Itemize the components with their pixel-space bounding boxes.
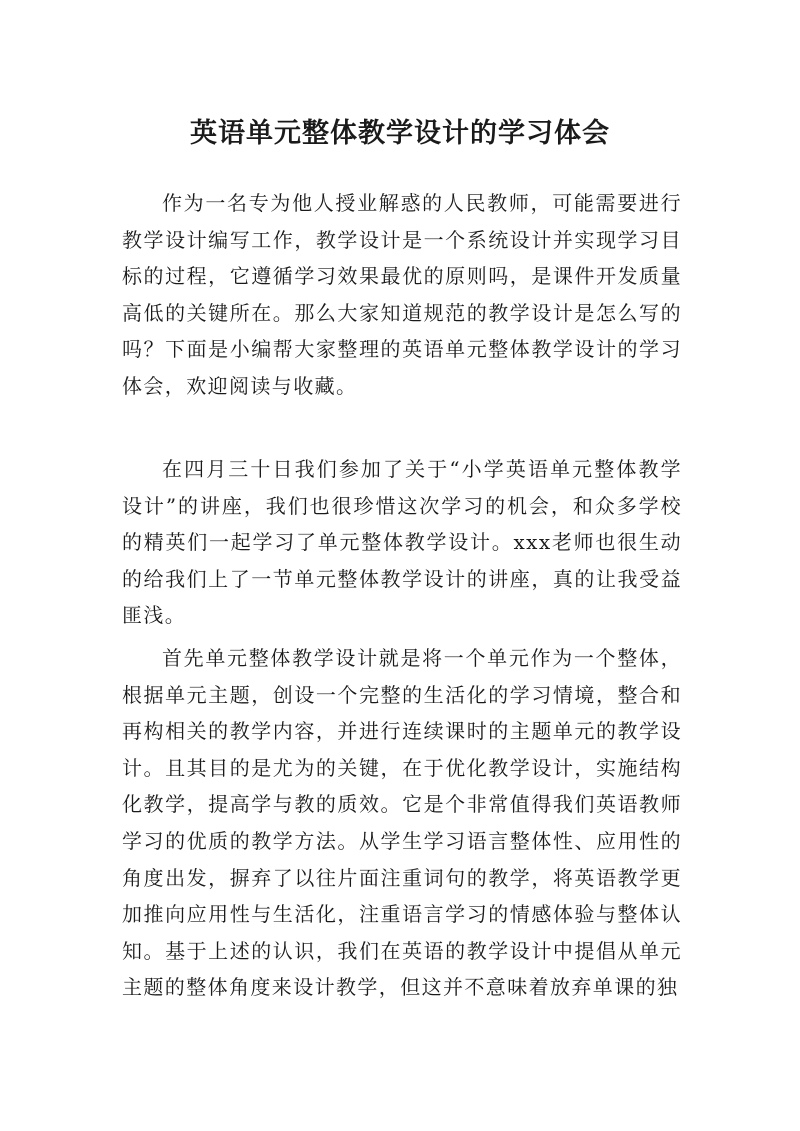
document-title: 英语单元整体教学设计的学习体会 [190, 118, 610, 150]
paragraph-intro: 作为一名专为他人授业解惑的人民教师，可能需要进行教学设计编写工作，教学设计是一个系统设计并实现学习目标的过程，它遵循学习效果最优的原则吗，是课件开发质量高低的关键所在。那么大家知道规范的教学设计是怎么写的吗？下面是小编帮大家整理的英语单元整体教学设计的学习体会，欢迎阅读与收藏。 [122, 191, 682, 398]
paragraph-unit-design: 首先单元整体教学设计就是将一个单元作为一个整体，根据单元主题，创设一个完整的生活化的学习情境，整合和再构相关的教学内容，并进行连续课时的主题单元的教学设计。且其目的是尤为的关键，在于优化教学设计，实施结构化教学，提高学与教的质效。它是个非常值得我们英语教师学习的优质的教学方法。从学生学习语言整体性、应用性的角度出发，摒弃了以往片面注重词句的教学，将英语教学更加推向应用性与生活化，注重语言学习的情感体验与整体认知。基于上述的认识，我们在英语的教学设计中提倡从单元主题的整体角度来设计教学，但这并不意味着放弃单课的独 [122, 646, 682, 1000]
paragraph-lecture: 在四月三十日我们参加了关于“小学英语单元整体教学设计”的讲座，我们也很珍惜这次学习的机会，和众多学校的精英们一起学习了单元整体教学设计。xxx老师也很生动的给我们上了一节单元整体教学设计的讲座，真的让我受益匪浅。 [122, 457, 682, 628]
